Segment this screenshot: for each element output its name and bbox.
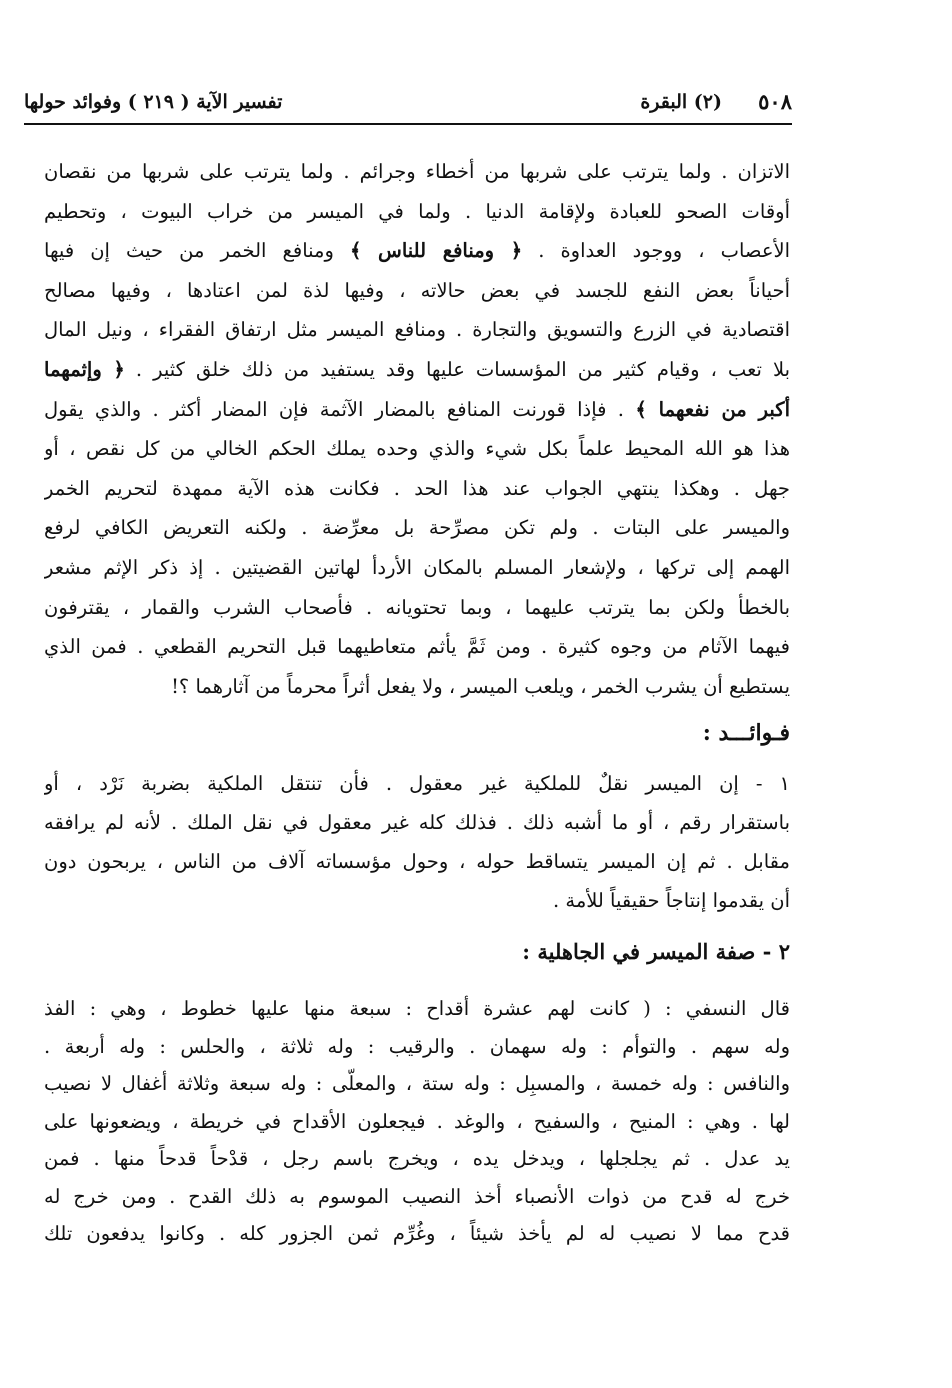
text-line: أحياناً بعض النفع للجسد في بعض حالاته ، وفيها لذة لمن اعتادها ، وفيها مصالح [44,278,790,302]
text-line: قدح مما لا نصيب له لم يأخذ شيئاً ، وغُرِّم ثمن الجزور كله . وكانوا يدفعون تلك [44,1222,790,1245]
page-header [24,84,792,120]
benefit-1 [44,764,790,920]
text-line: جهل . وهكذا ينتهي الجواب عند هذا الحد . فكانت هذه الآية ممهدة لتحريم الخمر [44,476,790,500]
text-line: أن يقدموا إنتاجاً حقيقياً للأمة . [552,889,790,912]
quran-quote: أكبر من نفعهما ﴾ [635,397,790,421]
text-line: يستطيع أن يشرب الخمر ، ويلعب الميسر ، ولا يفعل أثراً محرماً من آثارهما ؟! [171,674,790,698]
text-segment: الأعصاب ، ووجود العداوة . [538,239,790,263]
surah-name: (٢) البقرة [640,91,722,113]
page-number: ٥٠٨ [758,89,792,114]
header-divider [24,123,792,125]
text-line: يد عدل . ثم يجلجلها ، ويدخل يده ، ويخرج باسم رجل ، قدْحاً قدحاً منها . فمن [44,1147,790,1170]
text-line: فيهما الآثام من وجوه كثيرة . ومن ثَمَّ يأثم متعاطيهما قبل التحريم القطعي . فمن الذي [44,635,790,659]
text-line: والنافس : وله خمسة ، والمسبِل : وله ستة ، والمعلّى : وله سبعة وثلاثة أغفال لا نصيب [44,1072,790,1095]
text-segment: بلا تعب ، وقيام كثير من المؤسسات عليها وقد يستفيد من ذلك خلق كثير . [135,357,790,381]
text-line: اقتصادية في الزرع والتسويق والتجارة . ومنافع الميسر مثل ارتفاق الفقراء ، ونيل المال [44,318,790,342]
text-line: وله سهم . والتوأم : وله سهمان . والرقيب : وله ثلاثة ، والحلس : وله أربعة . [44,1034,790,1058]
main-paragraph [44,152,790,706]
text-line: قال النسفي : ( كانت لهم عشرة أقداح : سبعة منها عليها خطوط ، وهي : الفذ [44,997,790,1020]
text-line [44,231,790,271]
quran-quote: ﴿ ومنافع للناس ﴾ [349,239,523,263]
text-line: مقابل . ثم إن الميسر يتساقط حوله ، وحول مؤسساته آلاف من الناس ، يربحون دون [44,850,790,873]
text-line: لها . وهي : المنيح ، والسفيح ، والوغد . فيجعلون الأقداح في خريطة ، ويضعونها على [44,1109,790,1133]
text-line: الاتزان . ولما يترتب على شربها من أخطاء وجرائم . ولما يترتب على شربها من نقصان [44,160,790,183]
benefit-2 [44,990,790,1253]
quran-quote: ﴿ وإثمهما [44,357,125,381]
text-line: هذا هو الله المحيط علماً بكل شيء والذي وحده يملك الحكم الخالي من كل نقص ، أو [44,437,790,461]
text-line: والميسر على البتات . ولم تكن مصرِّحة بل معرِّضة . ولكنه التعريض الكافي لرفع [44,516,790,540]
text-line: بالخطأ ولكن بما يترتب عليهما ، وبما تحتويانه . فأصحاب الشرب والقمار ، يقترفون [44,595,790,619]
text-line: باستقرار رقم ، أو ما أشبه ذلك . فذلك كله غير معقول في نقل الملك . لأنه لم يرافقه [44,811,790,834]
section-2-title: ٢ - صفة الميسر في الجاهلية : [522,939,790,964]
text-line: الهمم إلى تركها ، ولإشعار المسلم بالمكان الأردأ لهاتين القضيتين . إذ ذكر الإثم مشعر [44,555,790,579]
text-segment: ومنافع الخمر من حيث إن فيها [44,239,334,263]
text-line: ١ - إن الميسر نقلٌ للملكية غير معقول . فأن تنتقل الملكية بضربة نَرْد ، أو [44,772,790,795]
text-line [44,350,790,390]
text-segment: . فإذا قورنت المنافع بالمضار الآثمة فإن المضار أكثر . والذي يقول [44,397,624,421]
benefits-heading: فـوائـــد : [702,720,790,746]
text-line [44,390,790,430]
text-line: خرج له قدح من ذوات الأنصباء أخذ النصيب الموسوم به ذلك القدح . ومن خرج له [44,1184,790,1208]
text-line: أوقات الصحو للعبادة ولإقامة الدنيا . ولما في الميسر من خراب البيوت ، وتحطيم [44,199,790,223]
running-title: تفسير الآية ( ٢١٩ ) وفوائد حولها [24,91,283,113]
